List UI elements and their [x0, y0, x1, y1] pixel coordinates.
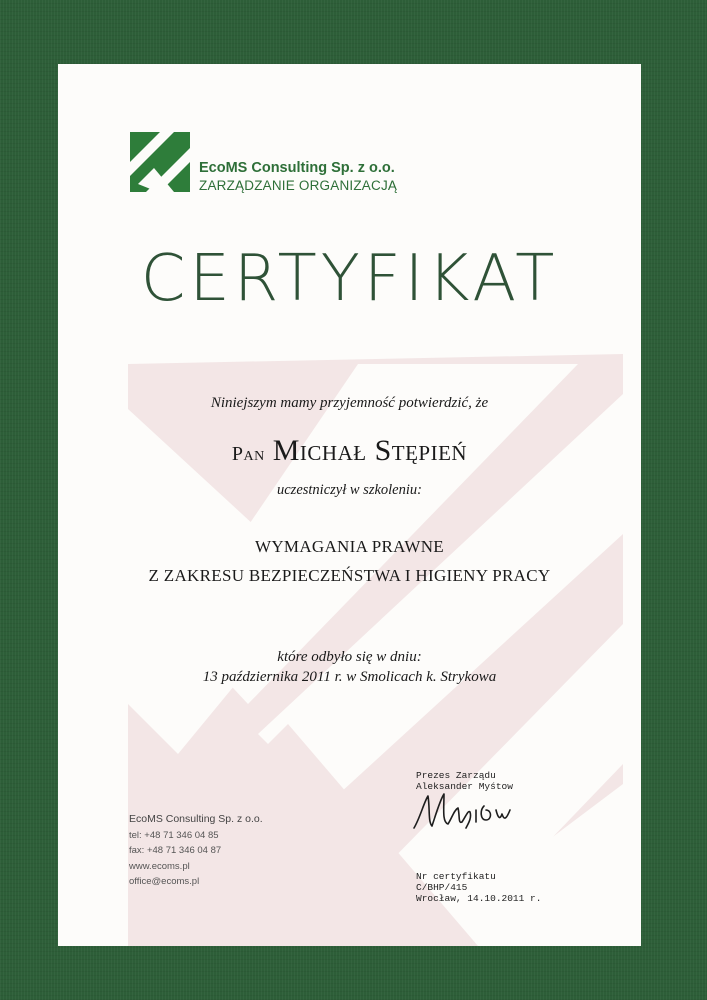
- company-name: EcoMS Consulting Sp. z o.o.: [199, 160, 395, 176]
- training-title-line2: Z ZAKRESU BEZPIECZEŃSTWA I HIGIENY PRACY: [148, 566, 551, 585]
- signatory-role: Prezes Zarządu: [416, 770, 496, 781]
- certificate-number: C/BHP/415: [416, 882, 468, 893]
- event-details: 13 października 2011 r. w Smolicach k. Strykowa: [202, 669, 497, 685]
- company-logo-icon: [130, 132, 190, 192]
- intro-text: Niniejszym mamy przyjemność potwierdzić, że: [210, 395, 489, 411]
- company-subtitle: ZARZĄDZANIE ORGANIZACJĄ: [199, 178, 398, 193]
- footer-email: office@ecoms.pl: [129, 876, 200, 887]
- training-title-line1: WYMAGANIA PRAWNE: [254, 537, 444, 556]
- footer-fax: fax: +48 71 346 04 87: [129, 845, 222, 856]
- footer-company: EcoMS Consulting Sp. z o.o.: [129, 813, 263, 825]
- recipient-prefix: Pan: [231, 443, 265, 465]
- certificate-title: CERTYFIKAT: [140, 242, 559, 316]
- participated-text: uczestniczył w szkoleniu:: [277, 482, 422, 498]
- handwritten-signature: [406, 788, 526, 838]
- footer-tel: tel: +48 71 346 04 85: [129, 829, 219, 841]
- footer-contact: [129, 812, 263, 890]
- event-intro: które odbyło się w dniu:: [277, 649, 422, 665]
- certificate-sheet: [58, 64, 641, 946]
- certificate-place-date: Wrocław, 14.10.2011 r.: [416, 893, 542, 904]
- signatory-name: Aleksander Myśtow: [416, 781, 513, 792]
- recipient-name: Michał Stępień: [272, 434, 468, 467]
- footer-website: www.ecoms.pl: [129, 860, 190, 872]
- certificate-number-label: Nr certyfikatu: [416, 871, 496, 882]
- recipient: [58, 434, 641, 468]
- certificate-info: [416, 871, 541, 904]
